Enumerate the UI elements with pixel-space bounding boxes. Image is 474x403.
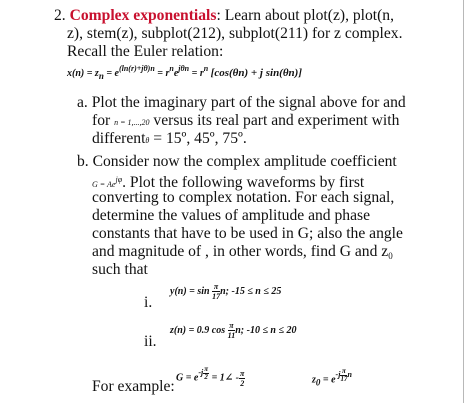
item-i-equation: y(n) = sin $\frac{\pi}{17}$ n; -15 ≤ n ≤ 25 xyxy=(170,282,282,301)
problem-number: 2. xyxy=(54,7,66,24)
example-z0-equation: $z0 = e^{-j \frac{\pi}{17} n}$ xyxy=(312,367,352,388)
page-border xyxy=(463,0,464,403)
part-b-label: b. xyxy=(77,153,89,170)
item-i-label: i. xyxy=(144,294,153,311)
part-b-line-5: constants that have to be used in G; also the angle xyxy=(92,225,403,242)
euler-equation: x(n) = zn = $e^{(ln(r)+j\theta)n} = r^ne^{j\theta n} = r^n$ [cos(θn) + j sin(θn)] xyxy=(67,64,302,81)
part-b-line-2: $G = Ae^{j\varphi}$. Plot the following waveforms by first xyxy=(92,174,365,191)
part-a-label: a. xyxy=(77,94,88,111)
problem-title: Complex exponentials xyxy=(69,7,217,24)
part-b-line-6: and magnitude of , in other words, find G and $z_0$ xyxy=(92,243,393,261)
n-range: n = 1,...,20 xyxy=(114,118,150,127)
part-a-line-3: differentθ = 15º, 45º, 75º. xyxy=(92,130,247,147)
part-b-line-1: b. Consider now the complex amplitude coefficient xyxy=(77,153,397,170)
problem-line-2: z), stem(z), subplot(212), subplot(211) for z complex. xyxy=(67,25,403,42)
G-equation: G = Ae xyxy=(92,180,116,189)
item-ii-label: ii. xyxy=(144,333,157,350)
part-b-line-3: converting to complex notation. For each signal, xyxy=(92,189,395,206)
part-a-line-2: for n = 1,...,20 versus its real part and experiment with xyxy=(92,112,400,129)
example-G-equation: $G = e^{-j \frac{\pi}{2}}$ = 1∠ - $\frac{\pi}{2}$ xyxy=(176,365,245,388)
part-b-line-4: determine the values of amplitude and phase xyxy=(92,207,370,224)
problem-line1-rest: : Learn about plot(z), plot(n, xyxy=(216,7,395,24)
part-b-line-7: such that xyxy=(92,261,148,278)
problem-line-1 xyxy=(54,7,394,25)
item-ii-equation: z(n) = 0.9 cos $\frac{\pi}{11}$ n; -10 ≤ n ≤ 20 xyxy=(170,321,297,340)
part-a-line-1: a. Plot the imaginary part of the signal above for and xyxy=(77,94,406,111)
theta-symbol: θ xyxy=(145,136,150,145)
problem-line-3: Recall the Euler relation: xyxy=(67,43,224,60)
example-label: For example: xyxy=(92,378,175,395)
